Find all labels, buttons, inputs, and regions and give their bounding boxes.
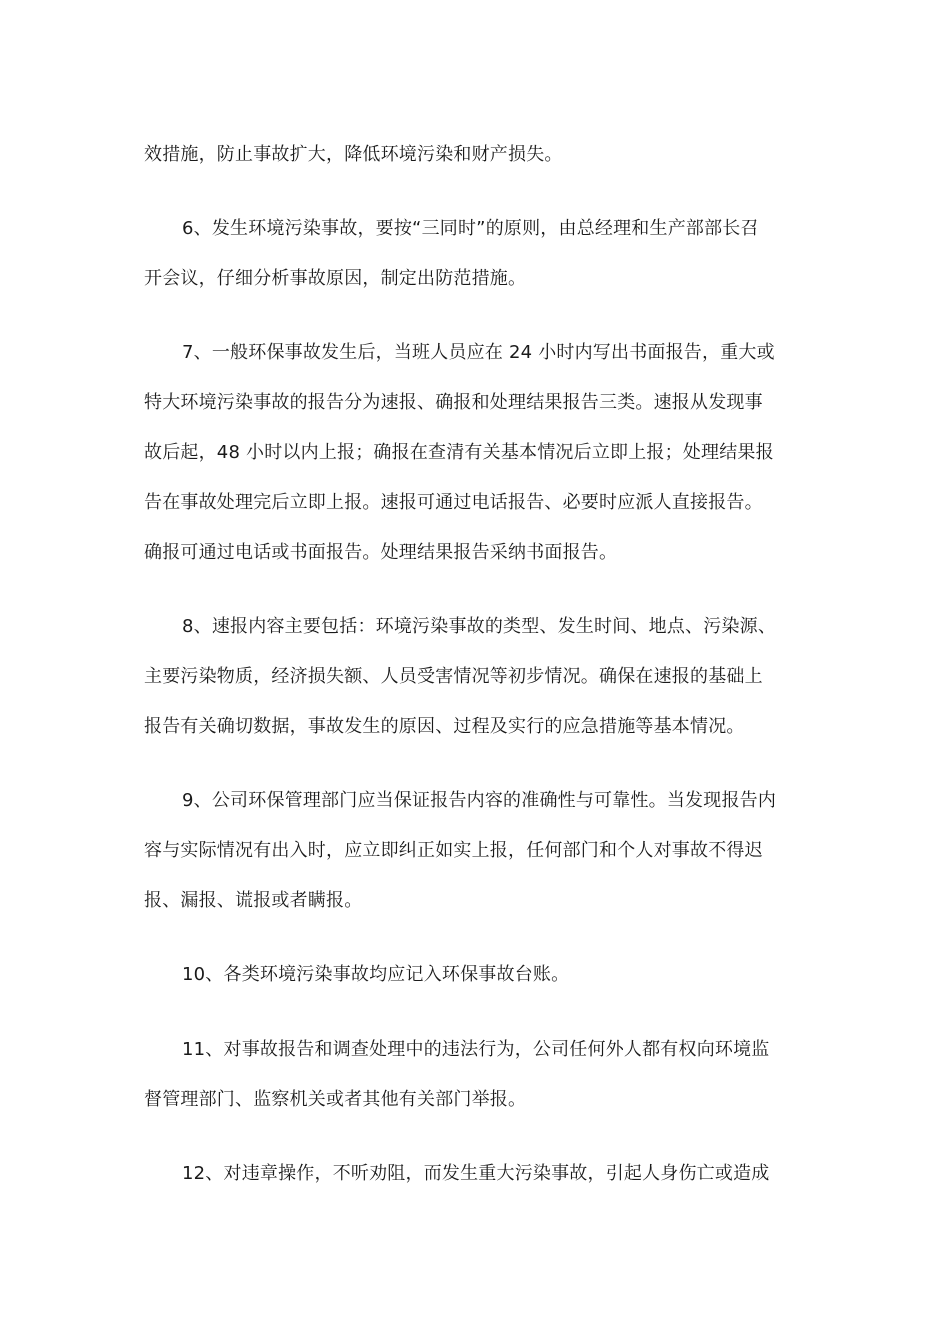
text-line: 特大环境污染事故的报告分为速报、确报和处理结果报告三类。速报从发现事 — [144, 392, 763, 413]
text-line: 报告有关确切数据，事故发生的原因、过程及实行的应急措施等基本情况。 — [144, 716, 745, 737]
text-line: 10、各类环境污染事故均应记入环保事故台账。 — [182, 964, 570, 985]
paragraph-item-9 — [144, 776, 806, 926]
text-line: 容与实际情况有出入时，应立即纠正如实上报，任何部门和个人对事故不得迟 — [144, 840, 763, 861]
paragraph-item-11 — [144, 1025, 806, 1125]
text-line: 9、公司环保管理部门应当保证报告内容的准确性与可靠性。当发现报告内 — [182, 790, 777, 811]
text-line: 11、对事故报告和调查处理中的违法行为，公司任何外人都有权向环境监 — [182, 1039, 770, 1060]
paragraph-item-7 — [144, 328, 806, 578]
text-line: 8、速报内容主要包括：环境污染事故的类型、发生时间、地点、污染源、 — [182, 616, 777, 637]
text-line: 督管理部门、监察机关或者其他有关部门举报。 — [144, 1089, 527, 1110]
paragraph-item-12 — [144, 1149, 806, 1199]
text-line: 告在事故处理完后立即上报。速报可通过电话报告、必要时应派人直接报告。 — [144, 492, 763, 513]
text-line: 报、漏报、谎报或者瞒报。 — [144, 890, 363, 911]
text-line: 故后起，48 小时以内上报；确报在查清有关基本情况后立即上报；处理结果报 — [144, 442, 774, 463]
paragraph-item-8 — [144, 602, 806, 752]
paragraph-item-10 — [144, 950, 806, 1000]
text-line: 确报可通过电话或书面报告。处理结果报告采纳书面报告。 — [144, 542, 618, 563]
paragraph-continuation — [144, 130, 806, 180]
paragraph-item-6 — [144, 204, 806, 304]
text-line: 7、一般环保事故发生后，当班人员应在 24 小时内写出书面报告，重大或 — [182, 342, 775, 363]
text-line: 6、发生环境污染事故，要按“三同时”的原则，由总经理和生产部部长召 — [182, 218, 759, 239]
text-line: 开会议，仔细分析事故原因，制定出防范措施。 — [144, 268, 527, 289]
text-line: 效措施，防止事故扩大，降低环境污染和财产损失。 — [144, 144, 563, 165]
text-line: 12、对违章操作，不听劝阻，而发生重大污染事故，引起人身伤亡或造成 — [182, 1163, 770, 1184]
text-line: 主要污染物质，经济损失额、人员受害情况等初步情况。确保在速报的基础上 — [144, 666, 763, 687]
